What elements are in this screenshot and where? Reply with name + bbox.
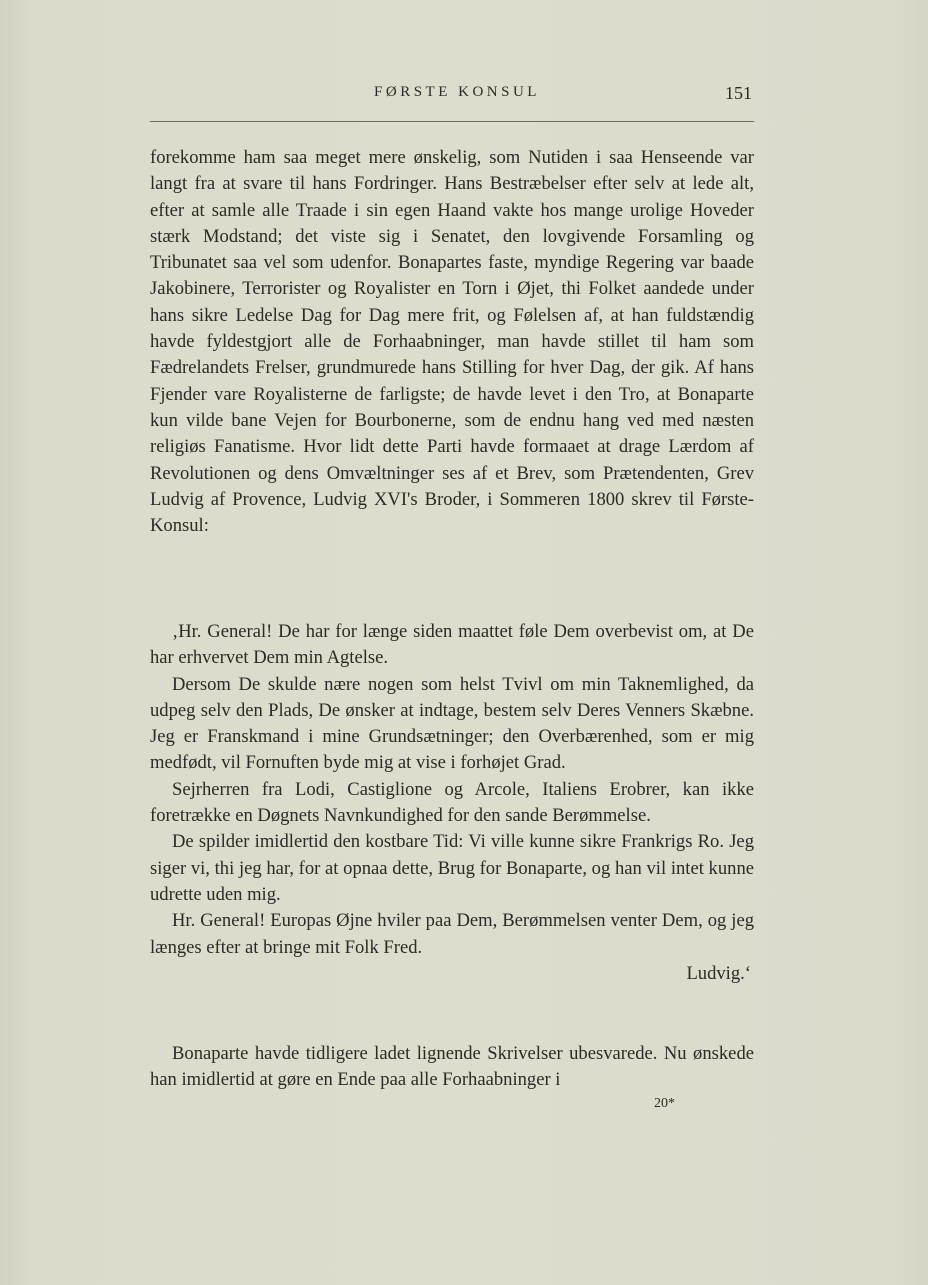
body-text: [150, 145, 754, 539]
paragraph: Bonaparte havde tidligere ladet lignende Skrivelser ubesvarede. Nu ønskede han imidlertid at gøre en Ende paa alle Forhaabninger i: [150, 1043, 754, 1091]
running-title: FØRSTE KONSUL: [374, 84, 540, 100]
sheet-signature-mark: 20*: [654, 1096, 675, 1111]
letter-paragraph: Hr. General! Europas Øjne hviler paa Dem, Berømmelsen venter Dem, og jeg længes efter at bringe mit Folk Fred.: [150, 910, 754, 958]
letter-paragraph: De spilder imidlertid den kostbare Tid: Vi ville kunne sikre Frankrigs Ro. Jeg siger vi, thi jeg har, for at opnaa dette, Brug for Bonaparte, og han vil intet kunne udrette uden mig.: [150, 831, 754, 905]
page-header: [150, 84, 754, 108]
page-number: 151: [725, 83, 752, 103]
letter-paragraph: ‚Hr. General! De har for længe siden maattet føle Dem overbevist om, at De har erhvervet Dem min Agtelse.: [150, 621, 754, 669]
closing-text: [150, 1041, 754, 1094]
letter-paragraph: Dersom De skulde nære nogen som helst Tvivl om min Taknemlighed, da udpeg selv den Plads, De ønsker at indtage, bestem selv Deres Venners Skæbne. Jeg er Franskmand i mine Grundsætninger; den Overbærenhed, som er mig medfødt, vil Fornuften byde mig at vise i forhøjet Grad.: [150, 673, 754, 774]
quoted-letter: [150, 619, 754, 987]
letter-paragraph: Sejrherren fra Lodi, Castiglione og Arcole, Italiens Erobrer, kan ikke foretrække en Døgnets Navnkundighed for den sande Berømmelse.: [150, 778, 754, 827]
letter-signature: Ludvig.‘: [686, 962, 751, 984]
paragraph: forekomme ham saa meget mere ønskelig, som Nutiden i saa Henseende var langt fra at svare til hans Fordringer. Hans Bestræbelser efter selv at lede alt, efter at samle alle Traade i sin egen Haand vakte hos mange urolige Hoveder stærk Modstand; det viste sig i Senatet, den lovgivende Forsamling og Tribunatet saa vel som udenfor. Bonapartes faste, myndige Regering var baade Jakobinere, Terrorister og Royalister en Torn i Øjet, thi Folket aandede under hans sikre Ledelse Dag for Dag mere frit, og Følelsen af, at han fuldstændig havde fyldestgjort alle de Forhaabninger, man havde stillet til ham som Fædrelandets Frelser, grundmurede hans Stilling for hver Dag, der gik. Af hans Fjender vare Royalisterne de farligste; de havde levet i den Tro, at Bonaparte kun vilde bane Vejen for Bourbonerne, som de endnu hang ved med næsten religiøs Fanatisme. Hvor lidt dette Parti havde formaaet at drage Lærdom af Revolutionen og dens Omvæltninger ses af et Brev, som Prætendenten, Grev Ludvig af Provence, Ludvig XVI's Broder, i Sommeren 1800 skrev til Første-Konsul:: [150, 147, 754, 537]
header-rule: [150, 121, 754, 122]
